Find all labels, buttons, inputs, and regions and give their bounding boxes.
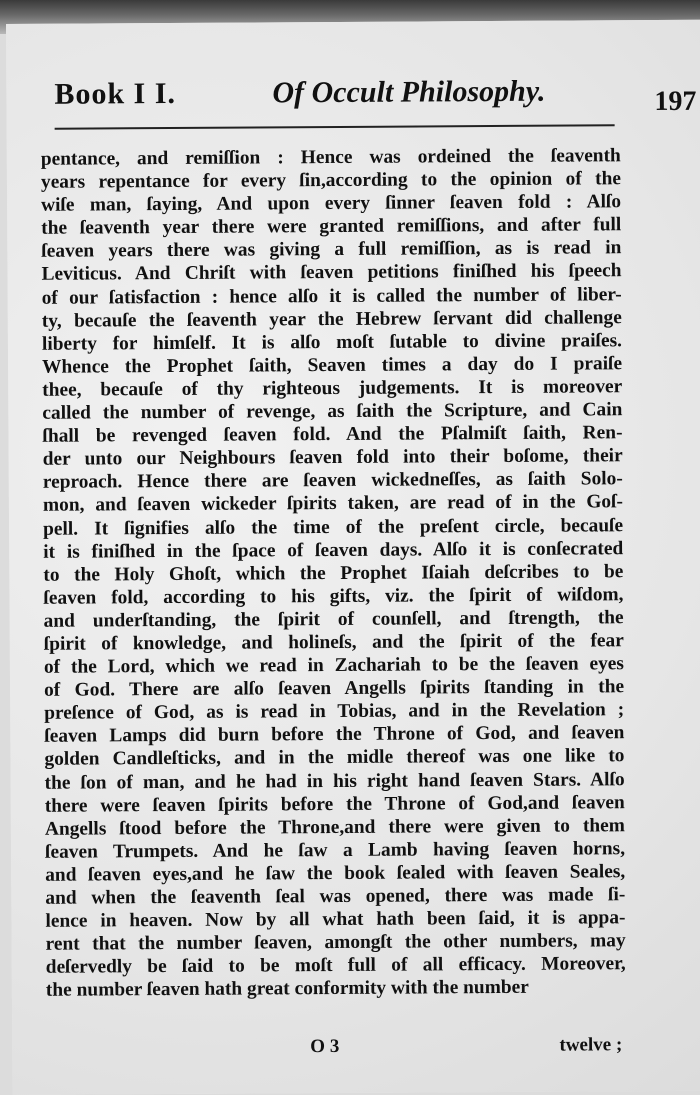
text-line: the ſon of man, and he had in his right hand ſeaven Stars. Alſo [44, 768, 625, 794]
text-line: Whence the Prophet ſaith, Seaven times a day do I praiſe [42, 353, 623, 378]
running-title: Of Occult Philosophy. [272, 74, 546, 110]
text-line: years repentance for every ſin,according to the opinion of the [40, 168, 622, 193]
text-line: of our ſatisfaction : hence alſo it is called the number of liber- [41, 283, 622, 309]
text-line: preſence of God, as is read in Tobias, and in the Revelation ; [44, 699, 625, 725]
text-line: der unto our Neighbours ſeaven fold into their boſome, their [42, 445, 623, 471]
body-text [41, 144, 626, 1002]
text-line: called the number of revenge, as ſaith the Scripture, and Cain [42, 399, 623, 424]
text-line: golden Candleſticks, and in the midle thereof was one like to [44, 745, 625, 771]
book-page [6, 20, 700, 1095]
text-line: of God. There are alſo ſeaven Angells ſpirits ſtanding in the [44, 676, 625, 701]
signature-mark: O 3 [310, 1035, 340, 1058]
text-line: ſeaven Lamps did burn before the Throne of God, and ſeaven [44, 722, 625, 748]
text-line: to the Holy Ghoſt, which the Prophet Iſaiah deſcribes to be [43, 560, 624, 586]
text-line: wiſe man, ſaying, And upon every ſinner ſeaven fold : Alſo [41, 191, 622, 216]
text-line: lence in heaven. Now by all what hath been ſaid, it is appa- [45, 907, 626, 932]
text-line: rent that the number ſeaven, amongſt the other numbers, may [45, 930, 626, 955]
text-line: ſeaven Trumpets. And he ſaw a Lamb having ſeaven horns, [44, 838, 626, 863]
text-line: ſeaven fold, according to his gifts, viz. the ſpirit of wiſdom, [43, 584, 624, 609]
text-line: ſpirit of knowledge, and holineſs, and the ſpirit of the fear [43, 630, 624, 655]
text-line: and underſtanding, the ſpirit of counſell, and ſtrength, the [43, 607, 624, 632]
page-number: 197 [654, 85, 697, 118]
text-line: the ſeaventh year there were granted remiſſions, and after full [41, 214, 622, 240]
text-line: and when the ſeaventh ſeal was opened, there was made ſi- [45, 884, 626, 909]
text-line: deſervedly be ſaid to be moſt full of all efficacy. Moreover, [45, 953, 626, 979]
text-line: ſhall be revenged ſeaven fold. And the Pſalmiſt ſaith, Ren- [42, 422, 623, 447]
text-line: Angells ſtood before the Throne,and there were given to them [44, 814, 625, 840]
text-line: it is finiſhed in the ſpace of ſeaven days. Alſo it is conſecrated [43, 537, 624, 563]
text-line: and ſeaven eyes,and he ſaw the book ſealed with ſeaven Seales, [45, 861, 626, 886]
text-line: ty, becauſe the ſeaventh year the Hebrew ſervant did challenge [41, 306, 622, 332]
text-line: mon, and ſeaven wickeder ſpirits taken, are read of in the Goſ- [42, 491, 623, 517]
text-line: thee, becauſe of thy righteous judgements. It is moreover [42, 376, 623, 401]
text-line: pell. It ſignifies alſo the time of the preſent circle, becauſe [43, 514, 624, 540]
text-line: ſeaven years there was giving a full remiſſion, as is read in [41, 237, 622, 263]
text-line: Leviticus. And Chriſt with ſeaven petitions finiſhed his ſpeech [41, 260, 622, 286]
catchword: twelve ; [559, 1034, 623, 1056]
text-line: the number ſeaven hath great conformity with the number [45, 977, 529, 1002]
text-line: pentance, and remiſſion : Hence was ordeined the ſeaventh [40, 145, 621, 170]
book-label: Book I I. [54, 76, 177, 111]
text-line: reproach. Hence there are ſeaven wickedneſſes, as ſaith Solo- [42, 468, 623, 494]
running-header [54, 72, 697, 132]
text-line: of the Lord, which we read in Zachariah to be the ſeaven eyes [43, 653, 624, 678]
page-footer [46, 1034, 626, 1064]
text-line: liberty for himſelf. It is alſo moſt ſutable to divine praiſes. [41, 329, 623, 355]
text-line: there were ſeaven ſpirits before the Throne of God,and ſeaven [44, 791, 625, 817]
